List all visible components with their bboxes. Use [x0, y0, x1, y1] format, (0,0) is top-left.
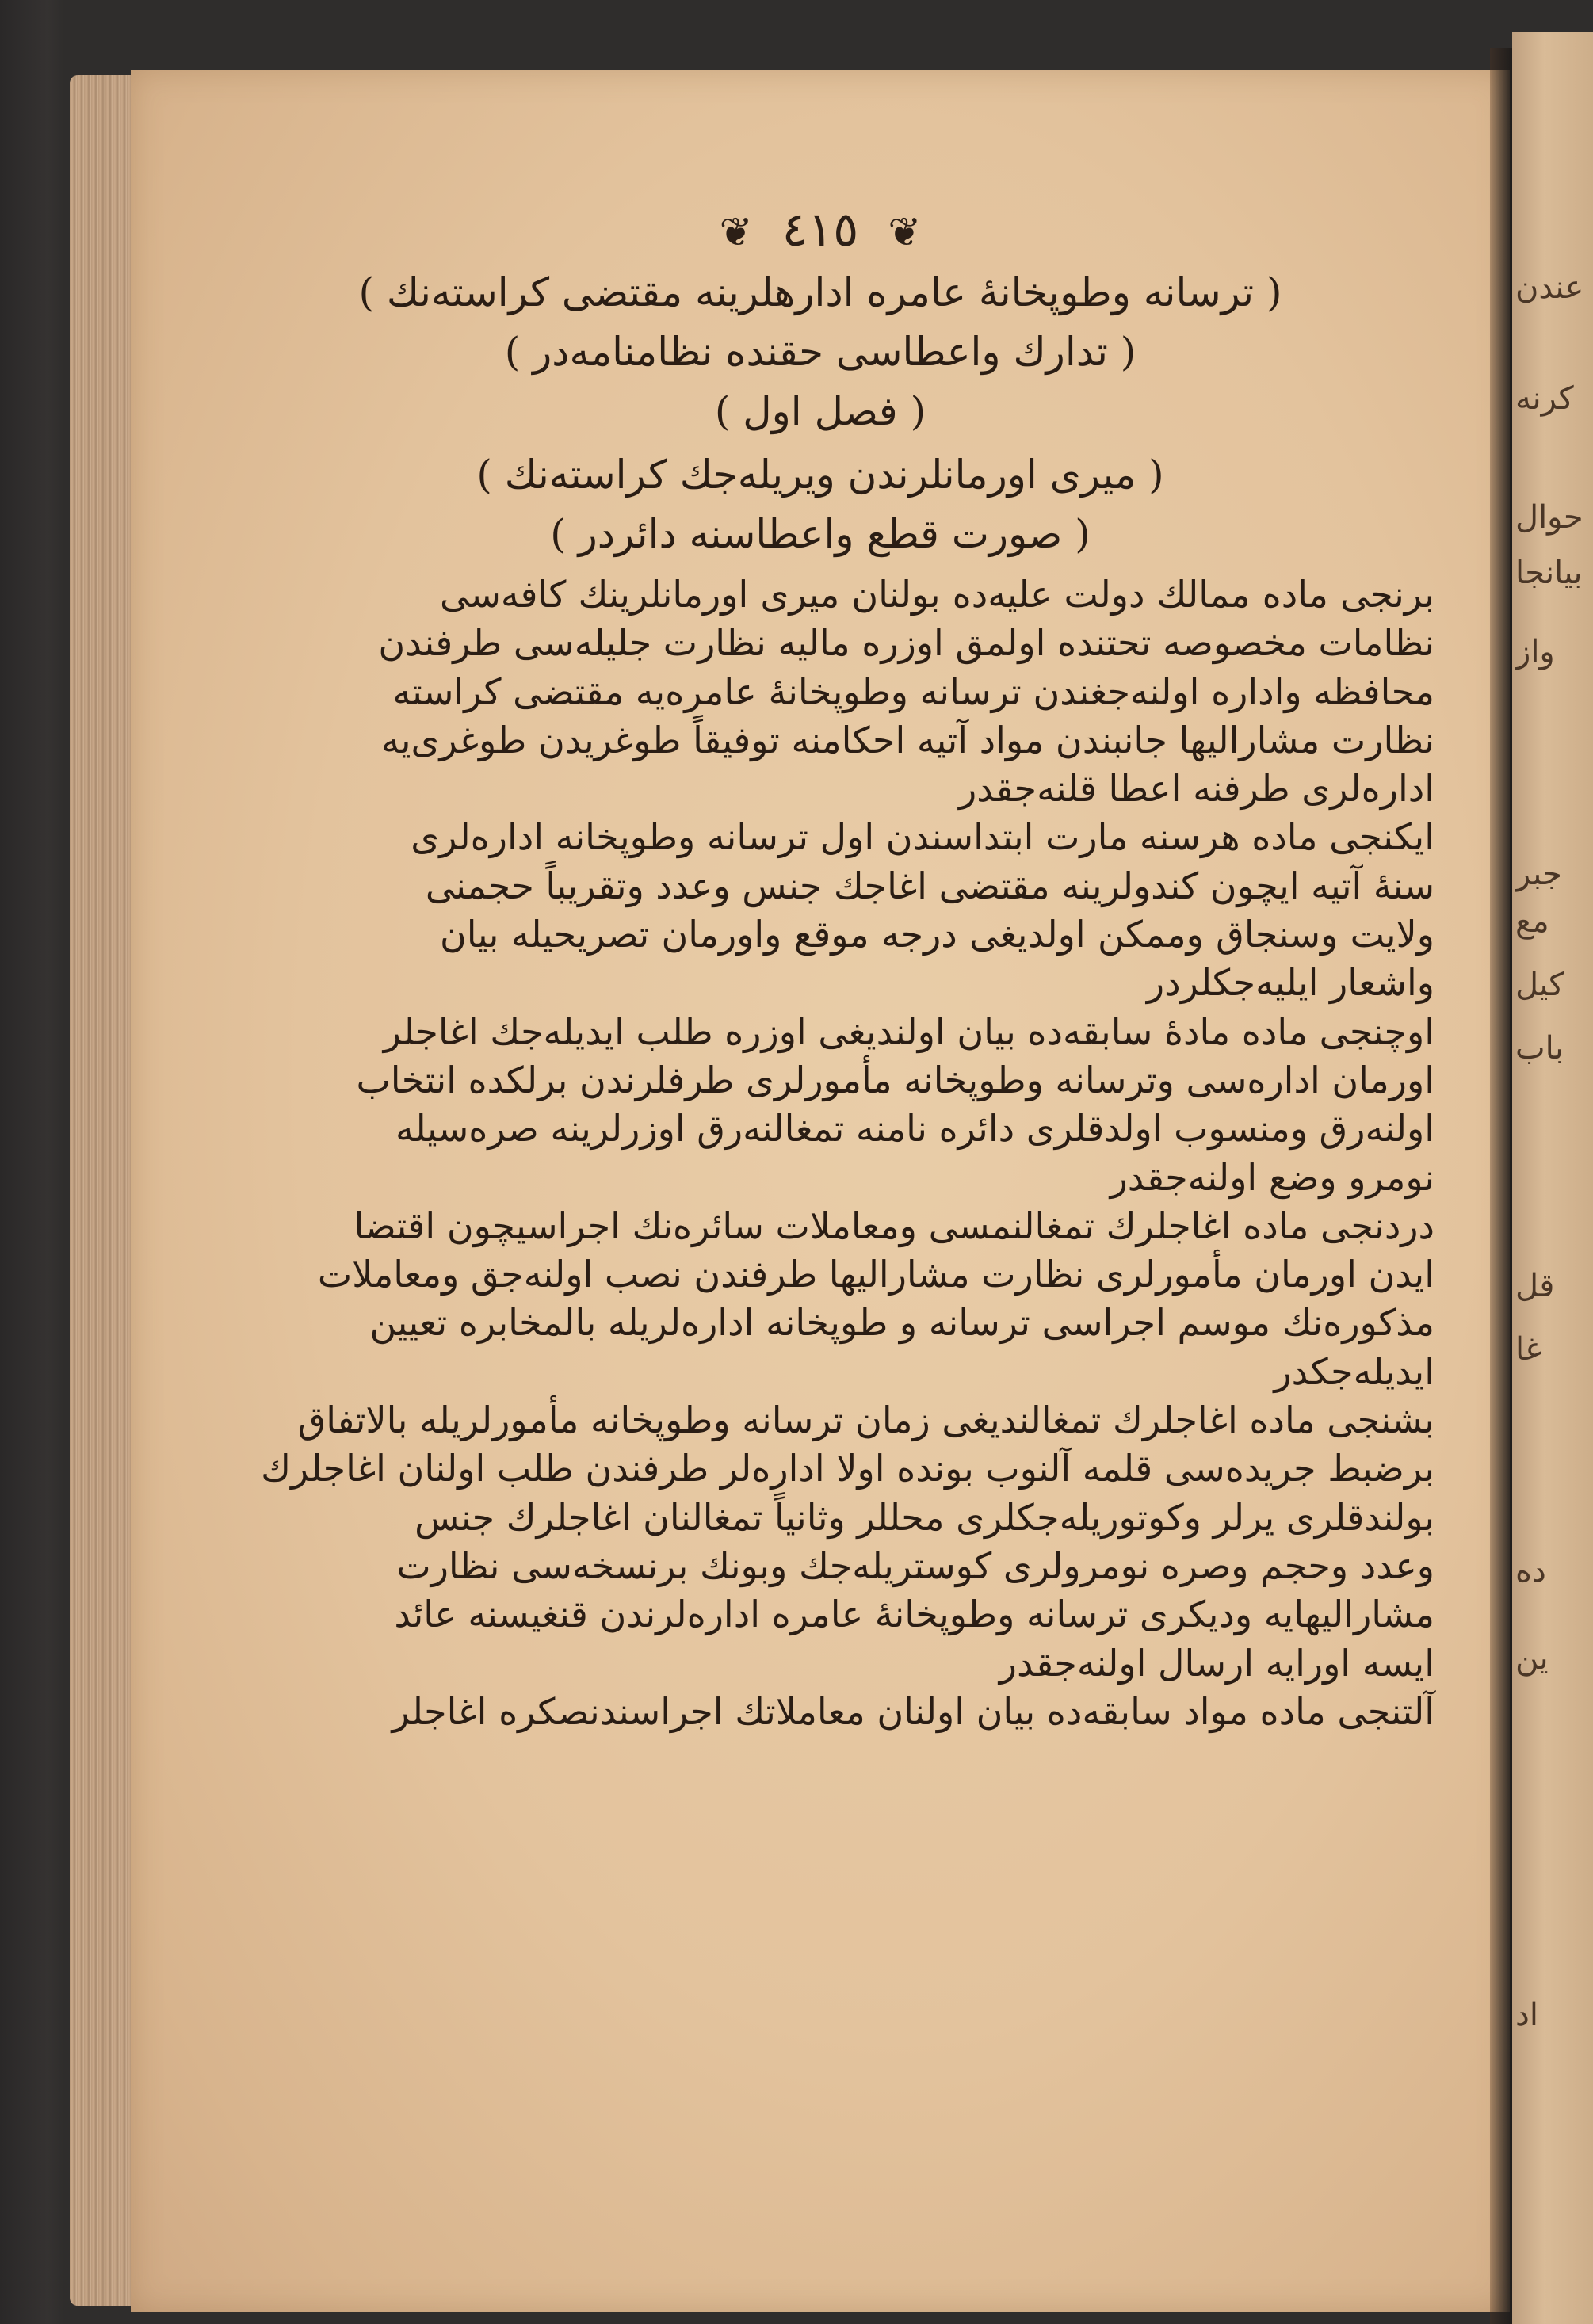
text-line: مشارالیهایه ودیكری ترسانه وطوپخانهٔ عامره اداره‌لرندن قنغیسنه عائد: [394, 1593, 1434, 1636]
facing-fragment: عندن: [1515, 269, 1584, 306]
text-line: اوچنجی ماده مادهٔ سابقه‌ده بیان اولندیغی اوزره طلب ایدیله‌جك اغاجلر: [383, 1009, 1434, 1053]
text-line: برنجی ماده ممالك دولت علیه‌ده بولنان میری اورمانلرینك كافه‌سی: [440, 573, 1434, 616]
body-text: [261, 571, 1434, 1736]
text-line: نظامات مخصوصه تحتنده اولمق اوزره مالیه نظارت جلیله‌سی طرفندن: [378, 621, 1434, 665]
text-line: دردنجی ماده اغاجلرك تمغالنمسی ومعاملات سائره‌نك اجراسیچون اقتضا: [353, 1204, 1434, 1247]
text-line: اورمان اداره‌سی وترسانه وطوپخانه مأمورلری طرفلرندن برلكده انتخاب: [356, 1058, 1434, 1101]
text-line: واشعار ایلیه‌جكلردر: [1146, 961, 1434, 1005]
facing-fragment: بیانجا: [1515, 555, 1583, 591]
text-line: نظارت مشارالیها جانبندن مواد آتیه احكامنه توفیقاً طوغریدن طوغری‌یه: [381, 718, 1434, 761]
facing-fragment: ین: [1515, 1640, 1549, 1677]
text-line: بشنجی ماده اغاجلرك تمغالندیغی زمان ترسانه وطوپخانه مأمورلریله بالاتفاق: [297, 1399, 1434, 1442]
text-line: وعدد وحجم وصره نومرولری كوستریله‌جك وبونك برنسخه‌سی نظارت: [396, 1544, 1434, 1587]
ornament-icon: ❦: [888, 209, 922, 255]
facing-fragment: جبر: [1515, 856, 1562, 892]
title-line: ( ترسانه وطوپخانهٔ عامره ادارهلرینه مقتضی کراسته‌نك ): [358, 269, 1282, 315]
text-line: ایكنجی ماده هرسنه مارت ابتداسندن اول ترسانه وطوپخانه اداره‌لری: [411, 815, 1434, 859]
facing-fragment: غا: [1515, 1331, 1542, 1368]
page-number-text: ٤١٥: [781, 202, 859, 258]
facing-fragment: قل: [1515, 1268, 1555, 1304]
text-line: اداره‌لری طرفنه اعطا قلنه‌جقدر: [959, 767, 1434, 811]
text-line: آلتنجی ماده مواد سابقه‌ده بیان اولنان معاملاتك اجراسندنصكره اغاجلر: [392, 1689, 1434, 1733]
title-line: ( صورت قطع واعطاسنه دائردر ): [550, 511, 1091, 557]
text-line: ایدیله‌جكدر: [1274, 1349, 1434, 1393]
text-line: برضبط جریده‌سی قلمه آلنوب بونده اولا اداره‌لر طرفندن طلب اولنان اغاجلرك: [261, 1447, 1434, 1490]
facing-fragment: ده: [1515, 1553, 1546, 1589]
title-line: ( تدارك واعطاسی حقنده نظامنامه‌در ): [504, 329, 1136, 375]
text-line: بولندقلری یرلر وكوتوریله‌جكلری محللر وثانیاً تمغالنان اغاجلرك جنس: [414, 1495, 1434, 1539]
text-line: ایسه اورایه ارسال اولنه‌جقدر: [999, 1641, 1434, 1685]
page-header: [131, 202, 1510, 258]
text-line: ولایت وسنجاق وممكن اولدیغی درجه موقع واورمان تصریحیله بیان: [440, 913, 1434, 956]
text-line: اولنه‌رق ومنسوب اولدقلری دائره نامنه تمغالنه‌رق اوزرلرینه صره‌سیله: [395, 1107, 1434, 1151]
text-line: مذكوره‌نك موسم اجراسی ترسانه و طوپخانه اداره‌لریله بالمخابره تعیین: [369, 1301, 1434, 1345]
facing-fragment: واز: [1515, 634, 1555, 670]
facing-fragment: مع: [1515, 903, 1549, 940]
facing-page-strip: [1512, 32, 1593, 2324]
facing-fragment: باب: [1515, 1030, 1564, 1067]
page-number: [705, 202, 936, 258]
facing-fragment: كیل: [1515, 967, 1564, 1003]
text-line: نومرو وضع اولنه‌جقدر: [1110, 1155, 1434, 1199]
facing-fragment: اد: [1515, 1997, 1538, 2033]
section-heading: ( فصل اول ): [714, 388, 926, 434]
text-line: ایدن اورمان مأمورلری نظارت مشارالیها طرفندن نصب اولنه‌جق ومعاملات: [317, 1253, 1434, 1296]
facing-fragment: حوال: [1515, 499, 1583, 536]
text-line: محافظه واداره اولنه‌جغندن ترسانه وطوپخانهٔ عامره‌یه مقتضی كراسته: [392, 670, 1434, 713]
facing-fragment: كرنه: [1515, 380, 1574, 417]
text-line: سنهٔ آتیه ایچون كندولرینه مقتضی اغاجك جنس وعدد وتقریباً حجمنی: [425, 864, 1434, 907]
ornament-icon: ❦: [719, 209, 753, 255]
title-line: ( میری اورمانلرندن ویریله‌جك كراسته‌نك ): [476, 452, 1164, 498]
